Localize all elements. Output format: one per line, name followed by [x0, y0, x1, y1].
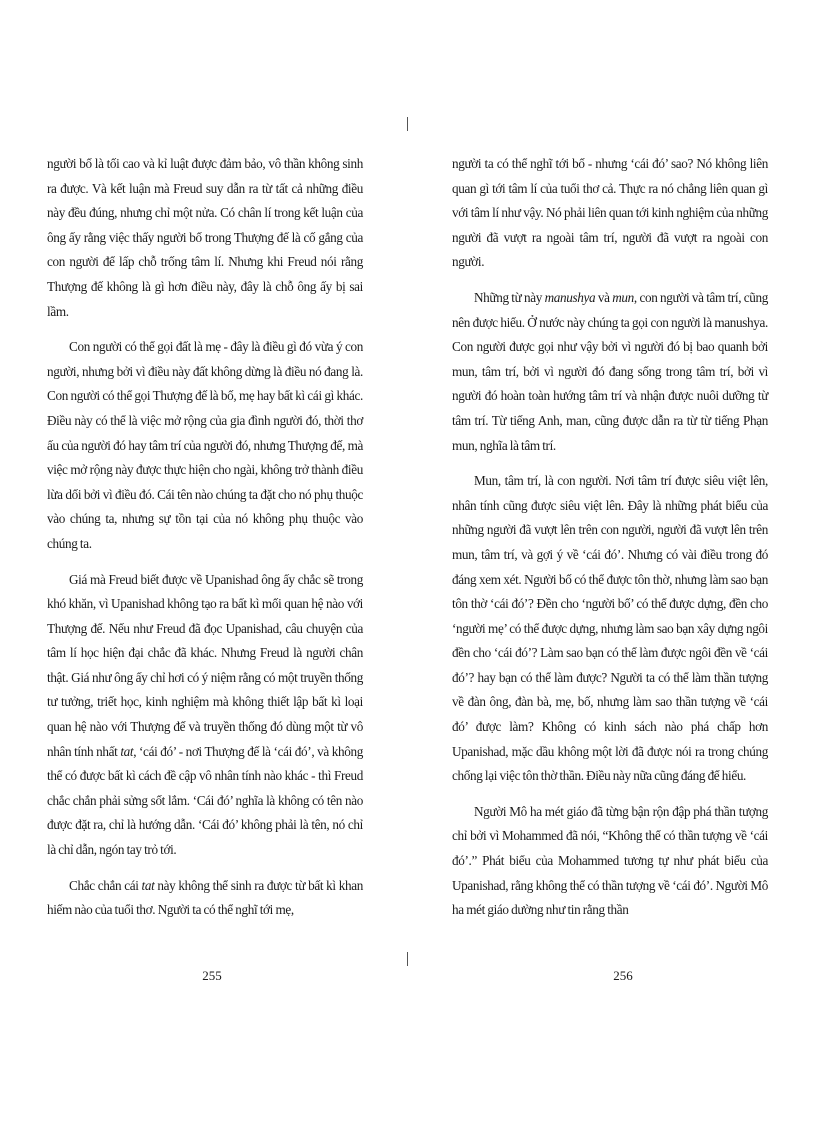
- text-run: , ‘cái đó’ - nơi Thượng đế là ‘cái đó’, và không thể có được bất kì cách đề cập vô nhân tính nào khác - thì Freud chắc chắn phải sửng sốt lắm. ‘Cái đó’ nghĩa là không có tên nào được đặt ra, chỉ là hướng dẫn. ‘Cái đó’ không phải là tên, nó chỉ là chỉ dẫn, ngón tay trỏ tới.: [47, 743, 363, 858]
- text-run: Con người có thể gọi đất là mẹ - đây là điều gì đó vừa ý con người, nhưng bởi vì điều này đất không dừng là điều nó đang là. Con người có thể gọi Thượng đế là bố, mẹ hay bất kì cái gì khác. Điều này có thể là việc mở rộng của gia đình người đó, thời thơ ấu của người đó hay tâm trí của người đó, nhưng Thượng đế, mà việc mở rộng này được thực hiện cho ngài, không trở thành điều lừa dối bởi vì điều đó. Cái tên nào chúng ta đặt cho nó phụ thuộc vào chúng ta, nhưng sự tồn tại của nó không phụ thuộc vào chúng ta.: [47, 339, 363, 551]
- text-run: , con người và tâm trí, cũng nên được hiểu. Ở nước này chúng ta gọi con người là manushya. Con người được gọi như vậy bởi vì người đó bị bao quanh bởi mun, tâm trí, bởi vì người đó đang sống trong tâm trí, bởi vì người đó hoàn toàn hướng tâm trí và nhận được nuôi dưỡng từ tâm trí. Từ tiếng Anh, man, cũng được dẫn ra từ từ tiếng Phạn mun, nghĩa là tâm trí.: [452, 289, 768, 453]
- text-run: Mun, tâm trí, là con người. Nơi tâm trí được siêu việt lên, nhân tính cũng được siêu việt lên. Đây là những phát biểu của những người đã vượt lên trên con người, người đã vượt lên trên mun, tâm trí, và gợi ý về ‘cái đó’. Nhưng có vài điều trong đó đáng xem xét. Người bố có thể được tôn thờ, nhưng làm sao bạn tôn thờ ‘cái đó’? Đền cho ‘người bố’ có thể được dựng, đền cho ‘người mẹ’ có thể được dựng, nhưng làm sao bạn xây dựng ngôi đền cho ‘cái đó’? Làm sao bạn có thể làm được ngôi đền về ‘cái đó’? hay bạn có thể làm được? Người ta có thể làm thần tượng về đàn ông, đàn bà, mẹ, bố, nhưng làm sao thần tượng về ‘cái đó’ được làm? Không có kinh sách nào phá chấp hơn Upanishad, mặc dầu không một lời đã được nói ra trong chúng chống lại việc tôn thờ thần. Điều này nữa cũng đáng để hiểu.: [452, 473, 768, 784]
- right-page-text: [452, 152, 768, 934]
- paragraph: [452, 800, 768, 923]
- gutter-mark-top: [407, 117, 408, 131]
- gutter-mark-bottom: [407, 952, 408, 966]
- left-page-text: [47, 152, 363, 934]
- text-run: và: [595, 289, 613, 305]
- paragraph: [47, 152, 363, 324]
- paragraph: [47, 335, 363, 556]
- italic-term: mun: [612, 289, 634, 305]
- text-run: này không thể sinh ra được từ bất kì khan hiếm nào của tuổi thơ. Người ta có thể nghĩ tới mẹ,: [47, 877, 363, 918]
- paragraph: [47, 874, 363, 923]
- italic-term: tat: [141, 877, 155, 893]
- text-run: Chắc chắn cái: [69, 877, 142, 893]
- paragraph: [452, 152, 768, 275]
- italic-term: manushya: [544, 289, 596, 305]
- text-run: người ta có thể nghĩ tới bố - nhưng ‘cái đó’ sao? Nó không liên quan gì tới tâm lí của tuổi thơ cả. Thực ra nó chẳng liên quan gì với tâm lí như vậy. Nó phải liên quan tới kinh nghiệm của những người đã vượt ra ngoài tâm trí, người đã vượt ra ngoài con người.: [452, 156, 768, 270]
- paragraph: [47, 568, 363, 863]
- text-run: người bố là tối cao và kỉ luật được đảm bảo, vô thần không sinh ra được. Và kết luận mà Freud suy dẫn ra từ tất cả những điều này đều đúng, nhưng chỉ một nửa. Có chân lí trong kết luận của ông ấy rằng việc thấy người bố trong Thượng đế là cố gắng của con người để lấp chỗ trống tâm lí. Nhưng khi Freud nói rằng Thượng đế không là gì hơn điều này, đây là chỗ ông ấy bị sai lầm.: [47, 156, 363, 319]
- paragraph: [452, 286, 768, 458]
- text-run: Giá mà Freud biết được về Upanishad ông ấy chắc sẽ trong khó khăn, vì Upanishad không tạo ra bất kì mối quan hệ nào với Thượng đế. Nếu như Freud đã đọc Upanishad, câu chuyện của tâm lí học hiện đại chắc đã khác. Nhưng Freud là người chân thật. Giá như ông ấy chỉ hơi có ý niệm rằng có một truyền thống tư tưởng, triết học, kinh nghiệm mà không thiết lập bất kì loại quan hệ nào với Thượng đế và truyền thống đó dùng một từ vô nhân tính nhất: [47, 571, 363, 759]
- italic-term: tat: [120, 743, 134, 759]
- text-run: Những từ này: [474, 289, 545, 305]
- page-number-left: 255: [202, 968, 222, 983]
- text-run: Người Mô ha mét giáo đã từng bận rộn đập phá thần tượng chỉ bởi vì Mohammed đã nói, “Không thể có thần tượng về ‘cái đó’.” Phát biểu của Mohammed tương tự như phát biểu của Upanishad, rằng không thể có thần tượng về ‘cái đó’. Người Mô ha mét giáo dường như tin rằng thần: [452, 803, 768, 918]
- page-number-right: 256: [613, 968, 633, 983]
- paragraph: [452, 469, 768, 789]
